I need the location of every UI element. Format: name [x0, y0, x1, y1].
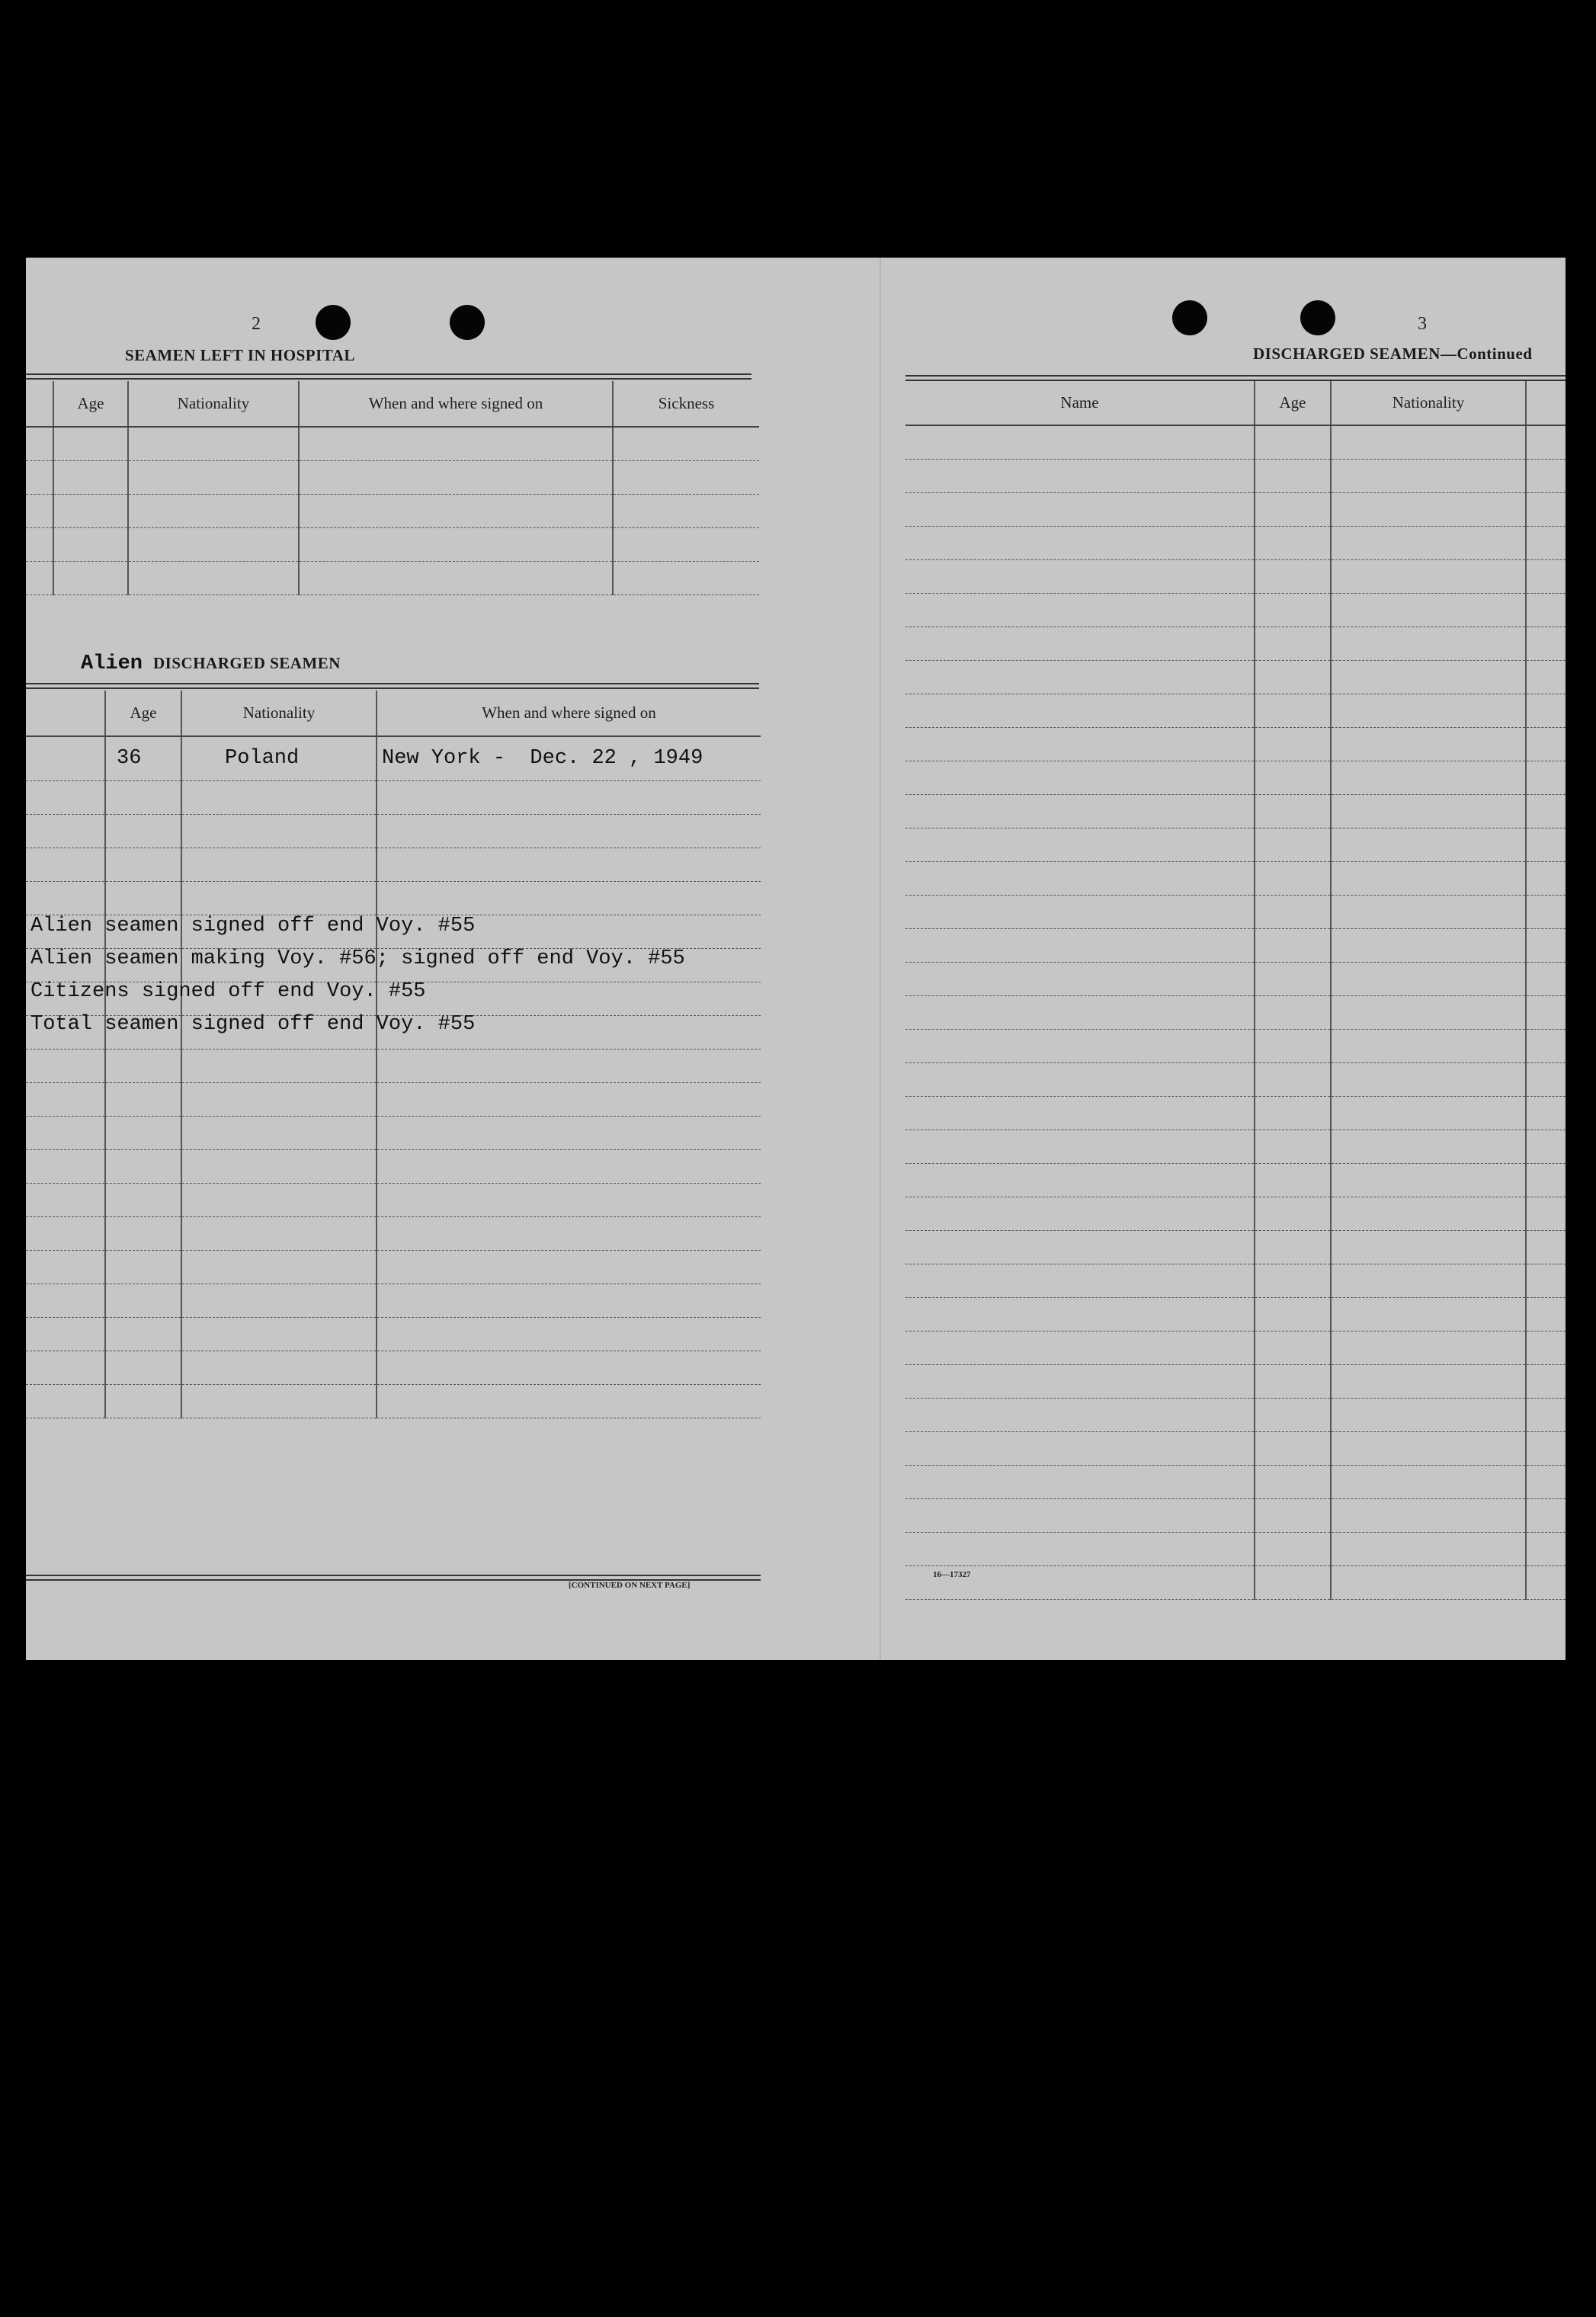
table-row [905, 593, 1566, 627]
table-row [905, 794, 1566, 828]
table-row [26, 736, 761, 780]
table-row [26, 1216, 761, 1250]
table-row [905, 1465, 1566, 1498]
hospital-table [26, 381, 759, 595]
summary-line-citizens: Citizens signed off end Voy. #55 [30, 980, 426, 1003]
document-sheet [26, 258, 1566, 1660]
table-row [26, 1149, 761, 1183]
name-column-stub [26, 691, 105, 736]
table-row [905, 1532, 1566, 1565]
table-row [905, 1163, 1566, 1197]
table-row [26, 881, 761, 915]
table-row [26, 1317, 761, 1351]
column-header-nationality: Nationality [128, 381, 299, 427]
table-row [905, 861, 1566, 895]
column-header-name: Name [905, 381, 1255, 425]
table-row [905, 761, 1566, 794]
summary-line-total: Total seamen signed off end Voy. #55 [30, 1013, 476, 1036]
table-row [905, 1029, 1566, 1062]
alien-section-title [81, 652, 341, 675]
table-row [905, 627, 1566, 660]
table-row [26, 460, 759, 494]
column-header-signed-on: When and where signed on [377, 691, 761, 736]
table-row [26, 1116, 761, 1149]
column-header-age: Age [1255, 381, 1331, 425]
form-number: 16—17327 [933, 1570, 971, 1579]
table-row [26, 1183, 761, 1216]
heading-rule [905, 375, 1566, 381]
table-row [905, 928, 1566, 962]
table-row [905, 1230, 1566, 1264]
table-row [905, 694, 1566, 727]
bottom-rule [26, 1575, 761, 1581]
table-row [26, 1082, 761, 1116]
cut-off-column [1526, 381, 1566, 425]
table-row [905, 895, 1566, 928]
table-row [905, 995, 1566, 1029]
summary-line-alien-making: Alien seamen making Voy. #56; signed off end Voy. #55 [30, 947, 685, 970]
continued-note: [CONTINUED ON NEXT PAGE] [569, 1581, 691, 1590]
age-value: 36 [117, 747, 142, 771]
table-row [905, 1130, 1566, 1163]
alien-typed-label: Alien [81, 652, 143, 675]
table-row [905, 1096, 1566, 1130]
table-row [905, 1565, 1566, 1599]
heading-rule [26, 683, 759, 689]
table-row [905, 1431, 1566, 1465]
summary-line-alien-off: Alien seamen signed off end Voy. #55 [30, 915, 476, 937]
column-header-signed-on: When and where signed on [299, 381, 613, 427]
punch-hole [450, 305, 485, 340]
table-row [905, 727, 1566, 761]
table-row [26, 814, 761, 848]
table-row [26, 1384, 761, 1418]
discharged-continued-heading: DISCHARGED SEAMEN—Continued [1253, 345, 1533, 363]
table-row [905, 828, 1566, 861]
table-row [905, 526, 1566, 559]
page-fold [880, 258, 881, 1660]
table-row [26, 1049, 761, 1082]
column-header-nationality: Nationality [1331, 381, 1526, 425]
table-row [26, 527, 759, 561]
punch-hole [316, 305, 351, 340]
alien-discharged-table [26, 691, 761, 1418]
hospital-heading: SEAMEN LEFT IN HOSPITAL [125, 346, 355, 364]
column-header-age: Age [105, 691, 181, 736]
table-row [26, 494, 759, 527]
table-row [905, 559, 1566, 593]
table-row [26, 561, 759, 594]
table-row [905, 1062, 1566, 1096]
column-header-age: Age [53, 381, 128, 427]
alien-heading: DISCHARGED SEAMEN [153, 654, 341, 672]
page-number-right: 3 [1418, 314, 1427, 334]
heading-rule [26, 373, 752, 380]
table-row [905, 1498, 1566, 1532]
table-row [905, 1297, 1566, 1331]
nationality-value: Poland [225, 747, 300, 771]
table-row [905, 1197, 1566, 1230]
table-row [26, 780, 761, 814]
column-header-sickness: Sickness [613, 381, 759, 427]
table-row [905, 492, 1566, 526]
discharged-continued-table [905, 381, 1566, 1600]
page-number-left: 2 [252, 314, 261, 334]
punch-hole [1300, 300, 1335, 335]
name-column-stub [26, 381, 53, 427]
table-row [26, 427, 759, 460]
table-row [26, 848, 761, 881]
table-row [26, 1283, 761, 1317]
table-row [905, 1398, 1566, 1431]
table-row [905, 425, 1566, 459]
table-row [905, 459, 1566, 492]
table-row [905, 660, 1566, 694]
table-row [26, 1351, 761, 1384]
punch-hole [1172, 300, 1207, 335]
table-row [905, 1331, 1566, 1364]
table-row [905, 962, 1566, 995]
column-header-nationality: Nationality [181, 691, 377, 736]
table-row [905, 1364, 1566, 1398]
table-row [905, 1264, 1566, 1297]
signed-on-value: New York - Dec. 22 , 1949 [382, 747, 703, 771]
table-row [26, 1250, 761, 1283]
